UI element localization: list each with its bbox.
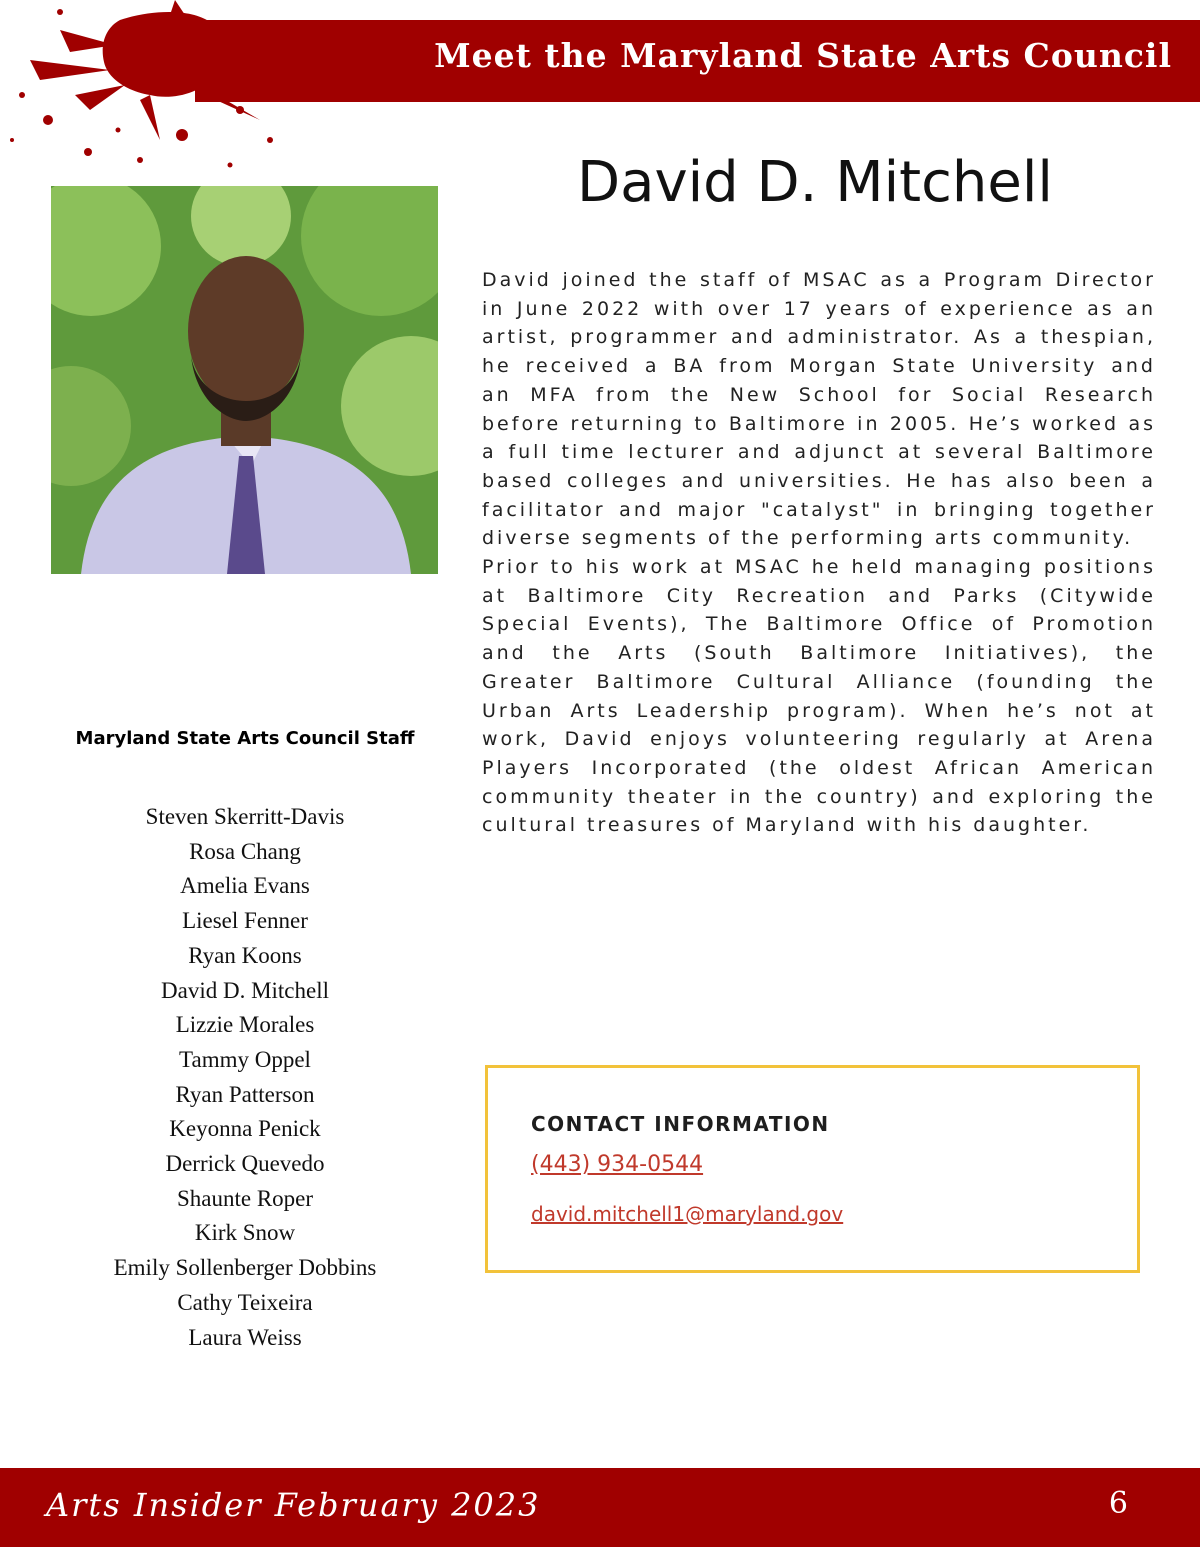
- staff-member: Lizzie Morales: [175, 1012, 315, 1038]
- page-number: 6: [1108, 1486, 1128, 1521]
- staff-member: Ryan Koons: [188, 942, 302, 968]
- staff-member: Derrick Quevedo: [165, 1151, 325, 1177]
- contact-heading: CONTACT INFORMATION: [531, 1112, 830, 1136]
- header-title: Meet the Maryland State Arts Council: [434, 36, 1172, 75]
- bio-paragraph: Prior to his work at MSAC he held managing positions at Baltimore City Recreation and Parks (Citywide Special Events), The Baltimore Office of Promotion and the Arts (South Baltimore Initiatives), the Greater Baltimore Cultural Alliance (founding the Urban Arts Leadership program). When he’s not at work, David enjoys volunteering regularly at Arena Players Incorporated (the oldest African American community theater in the country) and exploring the cultural treasures of Maryland with his daughter.: [482, 556, 1156, 837]
- staff-member: Kirk Snow: [194, 1220, 296, 1246]
- portrait-illustration: [51, 186, 438, 574]
- staff-list: [40, 800, 450, 1355]
- staff-member: Liesel Fenner: [182, 908, 308, 934]
- staff-member: Cathy Teixeira: [177, 1289, 313, 1315]
- staff-member: Steven Skerritt-Davis: [145, 804, 345, 829]
- profile-name: David D. Mitchell: [577, 150, 1053, 215]
- staff-member: Amelia Evans: [180, 873, 310, 899]
- profile-photo: [51, 186, 438, 574]
- footer-title: Arts Insider February 2023: [46, 1486, 541, 1524]
- phone-link[interactable]: (443) 934-0544: [531, 1152, 704, 1177]
- staff-heading: Maryland State Arts Council Staff: [75, 728, 415, 749]
- staff-member: Shaunte Roper: [176, 1185, 314, 1211]
- email-link[interactable]: david.mitchell1@maryland.gov: [531, 1202, 844, 1226]
- staff-member: Ryan Patterson: [175, 1081, 315, 1107]
- staff-member: Keyonna Penick: [169, 1116, 321, 1142]
- contact-box: [485, 1065, 1140, 1273]
- profile-bio: [482, 266, 1156, 840]
- bio-paragraph: David joined the staff of MSAC as a Program Director in June 2022 with over 17 years of experience as an artist, programmer and administrator. As a thespian, he received a BA from Morgan State University and an MFA from the New School for Social Research before returning to Baltimore in 2005. He’s worked as a full time lecturer and adjunct at several Baltimore based colleges and universities. He has also been a facilitator and major "catalyst" in bringing together diverse segments of the performing arts community.: [482, 269, 1156, 550]
- staff-member: Emily Sollenberger Dobbins: [113, 1255, 377, 1281]
- staff-member: Rosa Chang: [189, 838, 301, 864]
- header-banner: [195, 20, 1200, 102]
- staff-member: David D. Mitchell: [161, 977, 329, 1003]
- staff-member: Tammy Oppel: [179, 1046, 311, 1072]
- staff-member: Laura Weiss: [188, 1324, 302, 1350]
- footer-banner: [0, 1468, 1200, 1547]
